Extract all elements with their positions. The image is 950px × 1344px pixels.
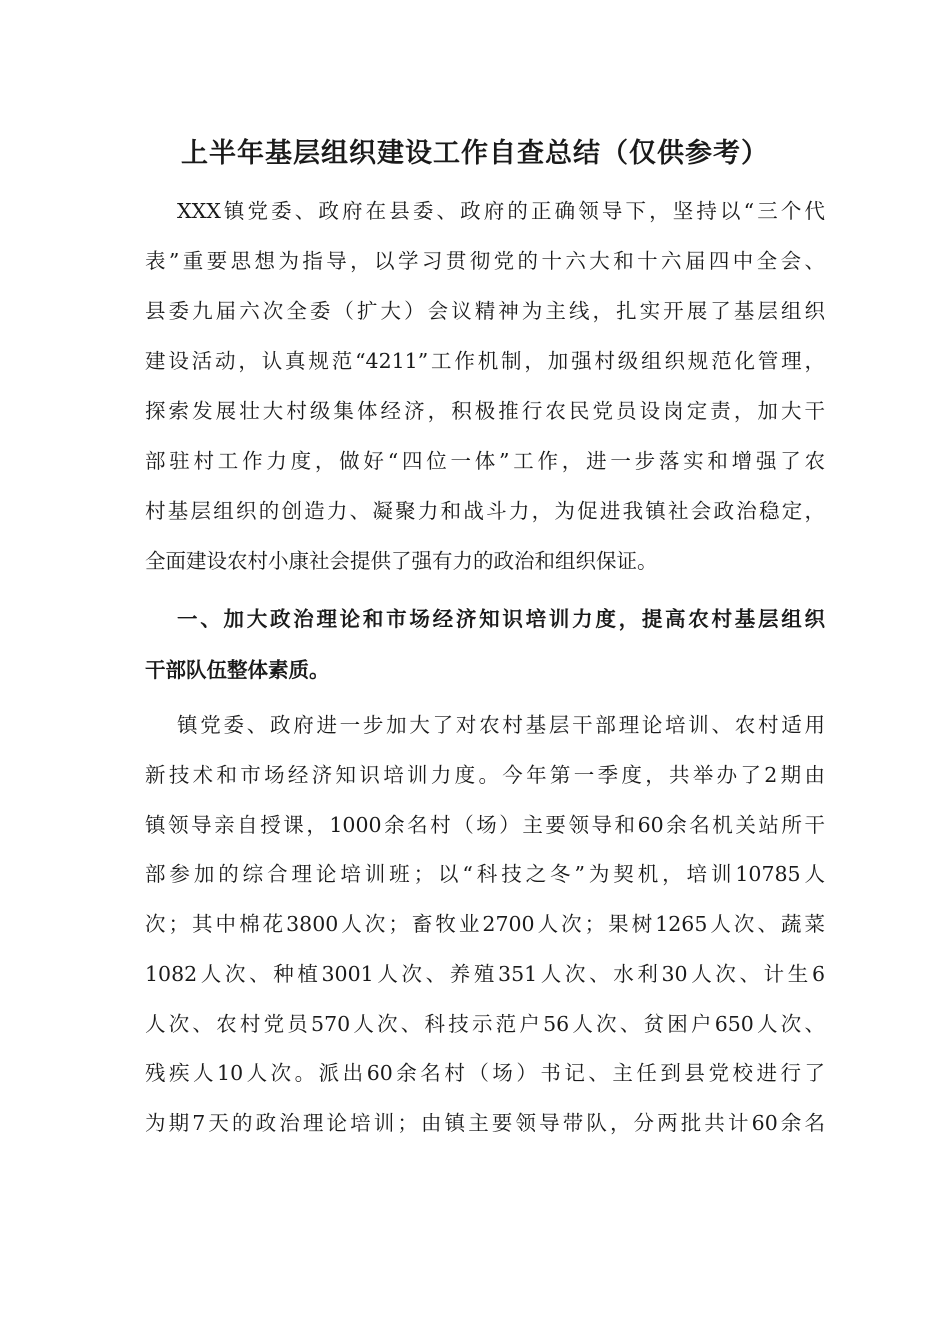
section-body-line: 镇领导亲自授课，1000余名村（场）主要领导和60余名机关站所干 — [145, 813, 825, 837]
section-body-line: 为期7天的政治理论培训；由镇主要领导带队，分两批共计60余名 — [145, 1111, 825, 1135]
intro-line: 部驻村工作力度，做好“四位一体”工作，进一步落实和增强了农 — [145, 449, 825, 473]
section-body-line: 镇党委、政府进一步加大了对农村基层干部理论培训、农村适用 — [177, 713, 825, 737]
section-body-line: 残疾人10人次。派出60余名村（场）书记、主任到县党校进行了 — [145, 1061, 825, 1085]
section-heading-line: 干部队伍整体素质。 — [145, 658, 330, 682]
intro-line: XXX镇党委、政府在县委、政府的正确领导下，坚持以“三个代 — [177, 199, 825, 223]
section-body-line: 新技术和市场经济知识培训力度。今年第一季度，共举办了2期由 — [145, 763, 825, 787]
section-body-line: 次；其中棉花3800人次；畜牧业2700人次；果树1265人次、蔬菜 — [145, 912, 825, 936]
document-title: 上半年基层组织建设工作自查总结（仅供参考） — [181, 138, 769, 169]
intro-line: 探索发展壮大村级集体经济，积极推行农民党员设岗定责，加大干 — [145, 399, 825, 423]
intro-line: 表”重要思想为指导，以学习贯彻党的十六大和十六届四中全会、 — [145, 249, 825, 273]
intro-line: 村基层组织的创造力、凝聚力和战斗力，为促进我镇社会政治稳定， — [145, 499, 825, 523]
section-body-line: 部参加的综合理论培训班；以“科技之冬”为契机，培训10785人 — [145, 862, 825, 886]
intro-line: 建设活动，认真规范“4211”工作机制，加强村级组织规范化管理， — [145, 349, 825, 373]
section-body-line: 1082人次、种植3001人次、养殖351人次、水利30人次、计生6 — [145, 962, 825, 986]
section-body-line: 人次、农村党员570人次、科技示范户56人次、贫困户650人次、 — [145, 1012, 825, 1036]
intro-line: 全面建设农村小康社会提供了强有力的政治和组织保证。 — [145, 549, 658, 573]
intro-line: 县委九届六次全委（扩大）会议精神为主线，扎实开展了基层组织 — [145, 299, 825, 323]
section-heading-line: 一、加大政治理论和市场经济知识培训力度，提高农村基层组织 — [177, 607, 825, 631]
